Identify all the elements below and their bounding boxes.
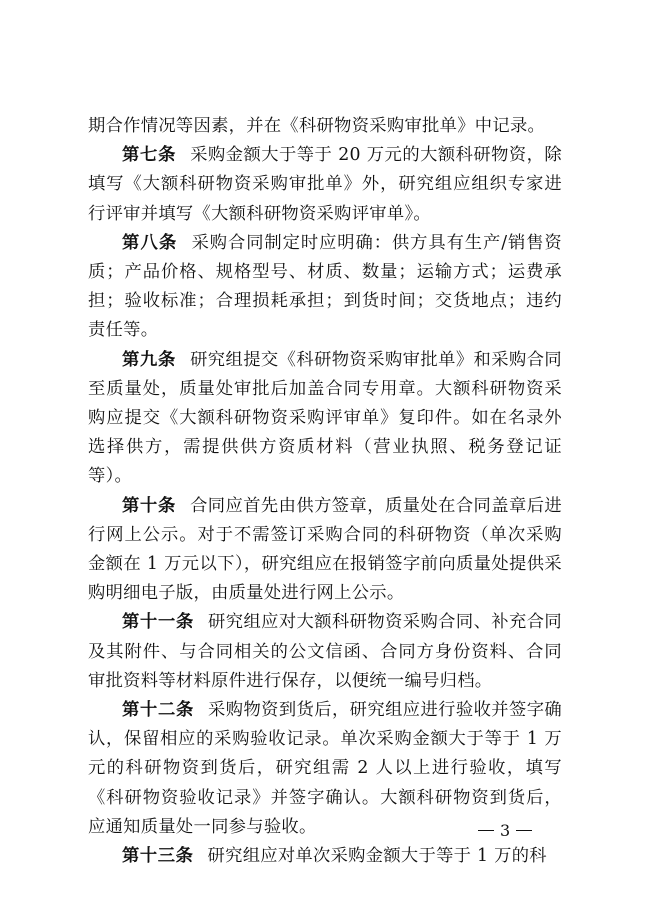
paragraph-article-8 <box>88 229 562 346</box>
article-text: 采购合同制定时应明确：供方具有生产/销售资质；产品价格、规格型号、材质、数量；运输方式；运费承担；验收标准；合理损耗承担；到货时间；交货地点；违约责任等。 <box>88 232 563 341</box>
document-body <box>88 112 562 871</box>
page-footer <box>478 821 532 840</box>
article-text: 采购物资到货后，研究组应进行验收并签字确认，保留相应的采购验收记录。单次采购金额大于等于 1 万元的科研物资到货后，研究组需 2 人以上进行验收，填写《科研物资验收记录》并签字确认。大额科研物资到货后，应通知质量处一同参与验收。 <box>88 700 562 837</box>
article-text: 研究组应对单次采购金额大于等于 1 万的科 <box>207 846 547 867</box>
page-number: 3 <box>500 821 511 840</box>
article-text: 研究组应对大额科研物资采购合同、补充合同及其附件、与合同相关的公文信函、合同方身份资料、合同审批资料等材料原件进行保存，以便统一编号归档。 <box>88 612 562 691</box>
article-heading: 第九条 <box>122 349 177 370</box>
dash-right <box>516 830 532 832</box>
article-heading: 第十一条 <box>122 612 195 633</box>
paragraph-article-11 <box>88 608 562 696</box>
paragraph-article-9 <box>88 346 562 492</box>
paragraph-article-10 <box>88 492 562 609</box>
article-heading: 第八条 <box>122 232 178 253</box>
paragraph-continuation <box>88 112 562 141</box>
article-text: 期合作情况等因素，并在《科研物资采购审批单》中记录。 <box>88 116 546 136</box>
article-heading: 第十三条 <box>122 846 194 867</box>
paragraph-article-7 <box>88 141 562 229</box>
article-heading: 第十二条 <box>122 700 195 721</box>
article-heading: 第十条 <box>122 495 177 516</box>
paragraph-article-13 <box>88 842 562 871</box>
article-text: 合同应首先由供方签章，质量处在合同盖章后进行网上公示。对于不需签订采购合同的科研物资（单次采购金额在 1 万元以下），研究组应在报销签字前向质量处提供采购明细电子版，由质量处进行网上公示。 <box>88 495 562 604</box>
dash-left <box>478 830 494 832</box>
article-text: 采购金额大于等于 20 万元的大额科研物资，除填写《大额科研物资采购审批单》外，研究组应组织专家进行评审并填写《大额科研物资采购评审单》。 <box>88 145 562 224</box>
article-text: 研究组提交《科研物资采购审批单》和采购合同至质量处，质量处审批后加盖合同专用章。大额科研物资采购应提交《大额科研物资采购评审单》复印件。如在名录外选择供方，需提供供方资质材料（营业执照、税务登记证等）。 <box>88 349 562 487</box>
article-heading: 第七条 <box>122 145 177 166</box>
